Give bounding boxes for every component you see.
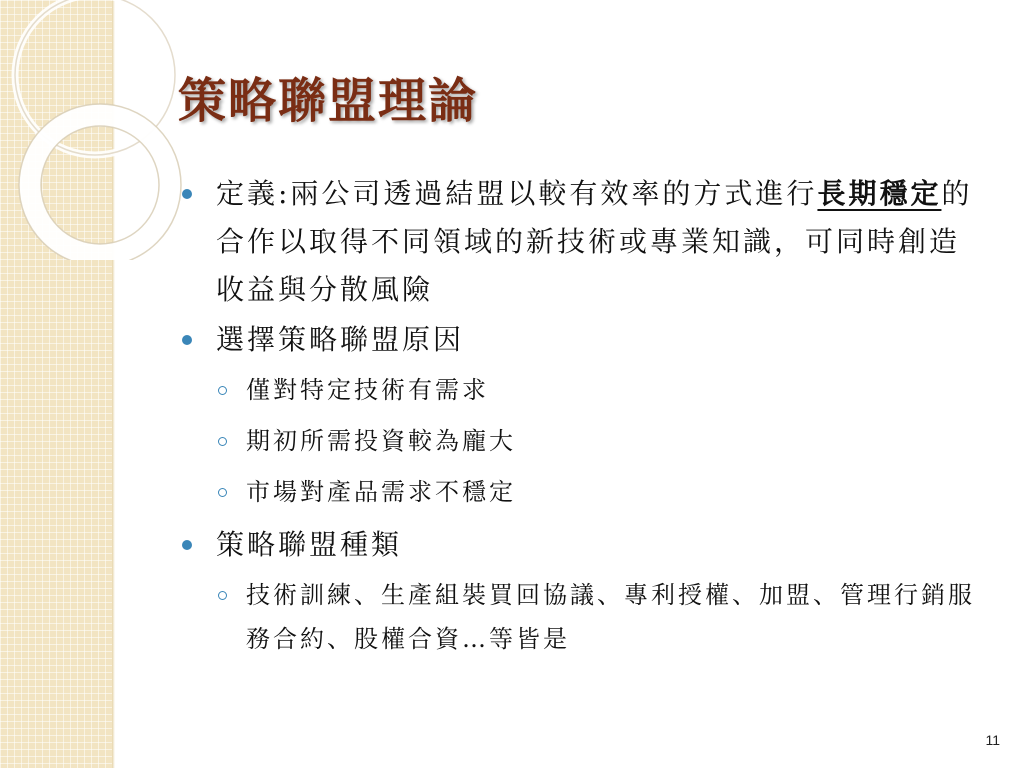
decorative-circles-icon	[0, 0, 200, 260]
reason-item	[182, 368, 982, 412]
bullet-reasons	[182, 316, 982, 364]
filled-circle-bullet-icon	[182, 189, 192, 199]
bullet-types	[182, 521, 982, 569]
reason-item-text: 期初所需投資較為龐大	[246, 427, 516, 455]
ring-bullet-icon	[218, 591, 227, 600]
ring-bullet-icon	[218, 437, 227, 446]
filled-circle-bullet-icon	[182, 335, 192, 345]
types-heading: 策略聯盟種類	[216, 528, 403, 561]
ring-bullet-icon	[218, 386, 227, 395]
reason-item	[182, 419, 982, 463]
page-number: 11	[985, 732, 1000, 748]
slide-content	[182, 170, 982, 668]
reasons-heading: 選擇策略聯盟原因	[216, 323, 465, 356]
slide-title: 策略聯盟理論	[178, 73, 479, 129]
type-item-text: 技術訓練、生產組裝買回協議、專利授權、加盟、管理行銷服務合約、股權合資…等皆是	[246, 581, 975, 653]
reason-item	[182, 470, 982, 514]
definition-emphasis: 長期穩定	[817, 177, 942, 210]
reason-item-text: 市場對產品需求不穩定	[246, 478, 516, 506]
reason-item-text: 僅對特定技術有需求	[246, 376, 489, 404]
filled-circle-bullet-icon	[182, 540, 192, 550]
type-item	[182, 573, 982, 661]
bullet-definition	[182, 170, 982, 314]
definition-text-pre: 定義:兩公司透過結盟以較有效率的方式進行	[216, 177, 818, 210]
ring-bullet-icon	[218, 488, 227, 497]
definition-text-post: 的合作以取得不同領域的新技術或專業知識，可同時創造收益與分散風險	[216, 177, 973, 306]
